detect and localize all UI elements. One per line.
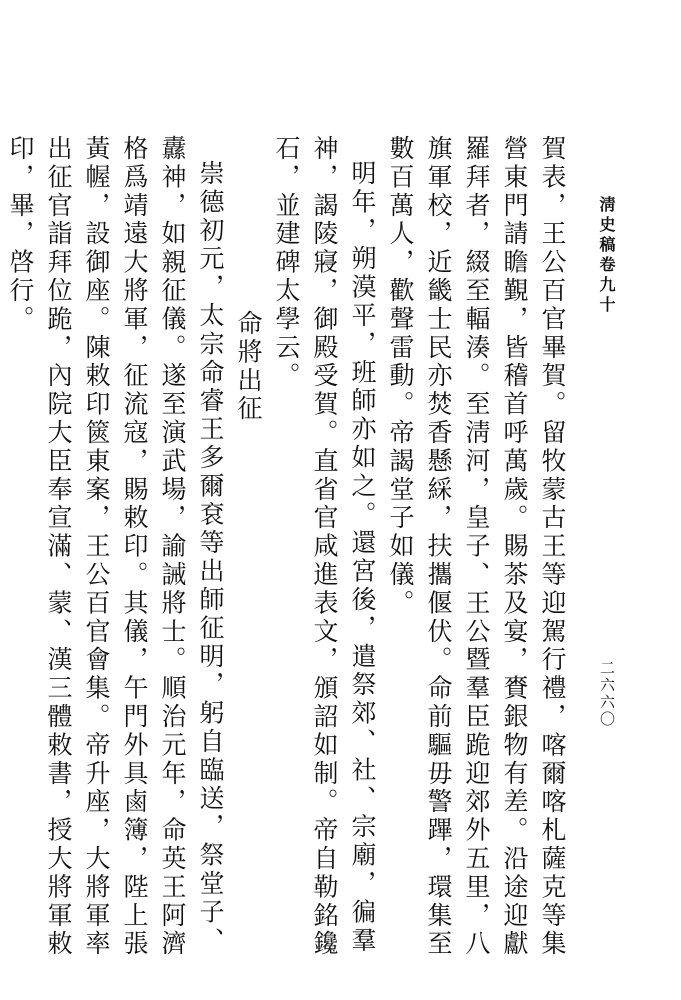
paragraph [0, 135, 1, 965]
running-header: 淸史稿卷九十 [597, 196, 616, 316]
page-number: 二六六〇 [598, 660, 616, 728]
main-text [0, 135, 571, 965]
paragraph: 崇德初元，太宗命睿王多爾袞等出師征明，躬自臨送，祭堂子、纛神，如親征儀。遂至演武場，諭誡將士。順治元年，命英王阿濟格爲靖遠大將軍，征流寇，賜敕印。其儀，午門外具鹵簿，陛上張黃幄，設御座。陳敕印篋東案，王公百官會集。帝升座，大將軍率出征官詣拜位跪，內院大臣奉宣滿、蒙、漢三體敕書，授大將軍敕印，畢，啓行。 [6, 135, 225, 959]
paragraph-continued: 賀表，王公百官畢賀。留牧蒙古王等迎駕行禮，喀爾喀札薩克等集營東門請瞻覲，皆稽首呼萬歲。賜茶及宴，賚銀物有差。沿途迎獻羅拜者，綴至輻湊。至淸河，皇子、王公暨羣臣跪迎郊外五里，八旗軍校，近畿士民亦焚香懸綵，扶攜偃伏。命前驅毋警蹕，環集至數百萬人，歡聲雷動。帝謁堂子如儀。 [386, 135, 567, 959]
section-title: 命將出征 [234, 310, 263, 424]
paragraph: 明年，朔漠平，班師亦如之。還宮後，遣祭郊、社、宗廟，徧羣神，謁陵寢，御殿受賀。直省官咸進表文，頒詔如制。帝自勒銘鑱石，並建碑太學云。 [272, 135, 377, 959]
